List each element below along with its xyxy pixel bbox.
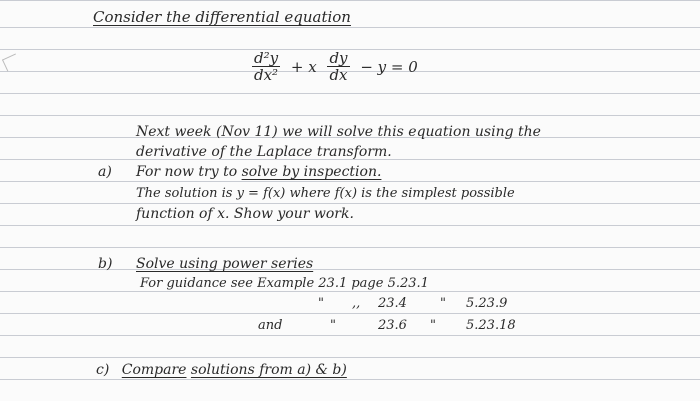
first-derivative-fraction	[327, 50, 349, 83]
page-title: Consider the differential equation	[93, 8, 351, 26]
part-a-label: a)	[98, 164, 112, 180]
table-row-2-ditto: "	[330, 318, 336, 333]
fraction-denominator: dx	[329, 66, 348, 84]
part-c-text: solutions from a) & b)	[190, 362, 347, 378]
part-a-line-3: function of x. Show your work.	[136, 206, 354, 222]
equation-rest: − y = 0	[360, 57, 418, 76]
part-a-line-1	[136, 164, 381, 180]
part-c-underlined: Compare	[121, 362, 187, 378]
margin-mark	[2, 53, 21, 71]
part-c-line	[96, 362, 347, 378]
part-c-label: c)	[96, 362, 110, 378]
second-derivative-fraction	[252, 50, 280, 83]
part-a-line-2: The solution is y = f(x) where f(x) is the simplest possible	[136, 186, 515, 201]
part-a-underlined: solve by inspection.	[241, 164, 382, 180]
part-b-guidance: For guidance see Example 23.1 page 5.23.1	[140, 276, 429, 291]
table-row-2-prefix: and	[258, 318, 283, 333]
part-b-heading: Solve using power series	[136, 256, 314, 272]
differential-equation	[250, 50, 422, 83]
fraction-numerator: d²y	[254, 49, 279, 67]
table-row-2-page: 5.23.18	[466, 318, 516, 333]
table-row-2-ditto-2: "	[430, 318, 436, 333]
table-row-1-prefix: "	[318, 296, 324, 311]
table-row-1-page: 5.23.9	[466, 296, 508, 311]
part-a-line-1-text: For now try to	[136, 164, 238, 180]
fraction-denominator: dx²	[254, 66, 279, 84]
table-row-1-example: 23.4	[378, 296, 407, 311]
part-b-label: b)	[98, 256, 113, 272]
fraction-numerator: dy	[329, 49, 348, 67]
intro-line-2: derivative of the Laplace transform.	[136, 144, 392, 160]
equation-plus-term: + x	[290, 57, 317, 76]
table-row-1-ditto: ,,	[352, 296, 361, 311]
table-row-2-example: 23.6	[378, 318, 407, 333]
table-row-1-ditto-2: "	[440, 296, 446, 311]
intro-line-1: Next week (Nov 11) we will solve this equation using the	[136, 124, 541, 140]
